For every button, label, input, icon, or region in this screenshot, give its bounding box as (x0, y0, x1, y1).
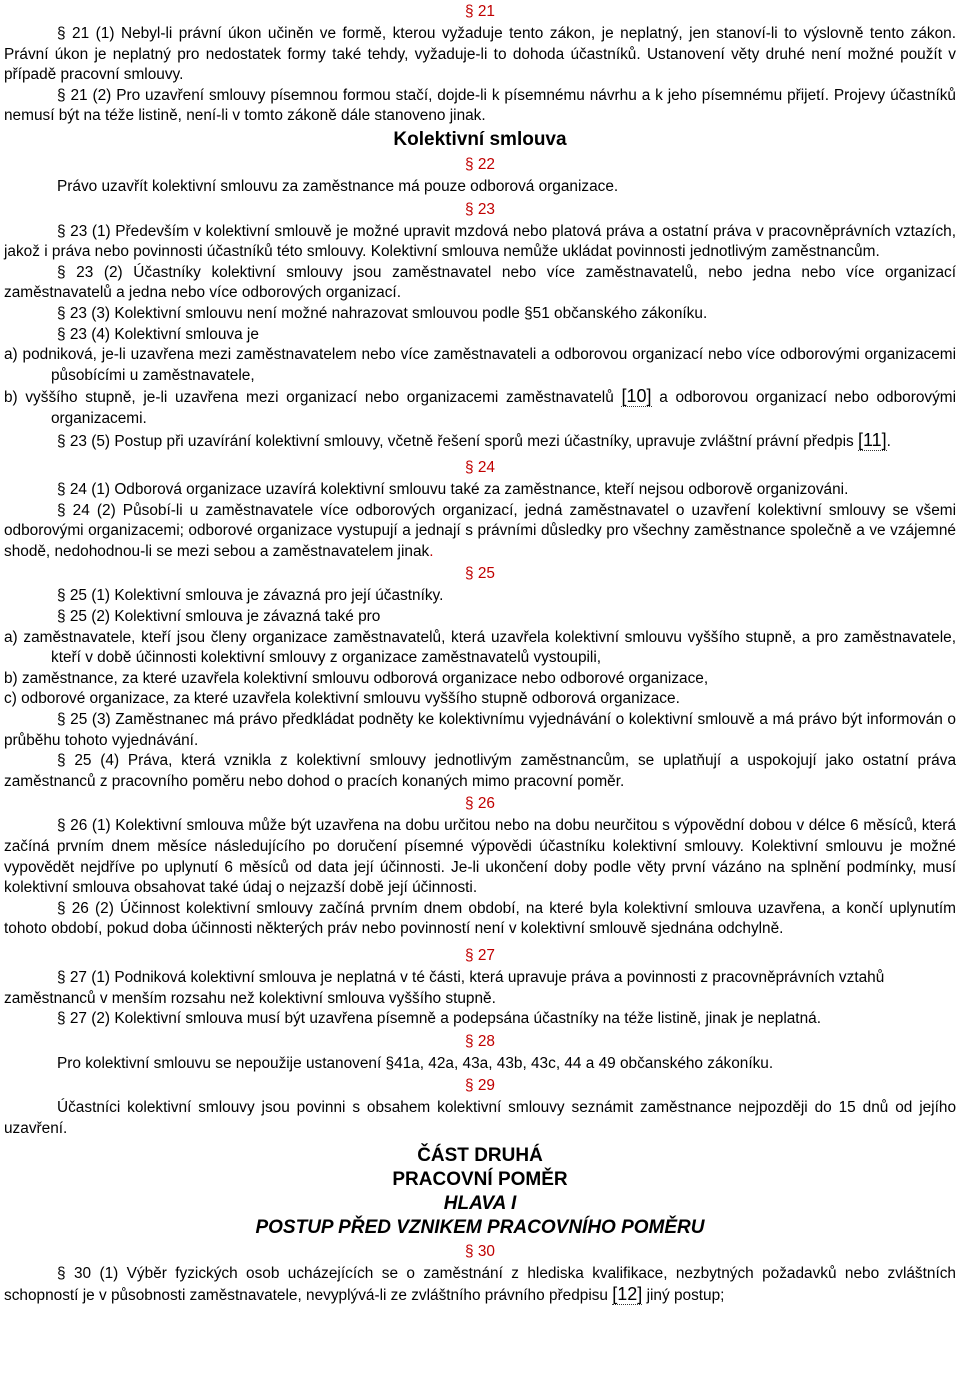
paragraph-text-tail: . (429, 542, 434, 560)
paragraph (4, 710, 956, 751)
paragraph-text-tail: jiný postup; (646, 1287, 725, 1305)
paragraph-text: § 30 (1) Výběr fyzických osob ucházejících se o zaměstnání z hlediska kvalifikace, nezbytných požadavků nebo zvláštních schopností je v působnosti zaměstnavatele, nevyplývá-li ze zvláštního právního předpisu (4, 1264, 956, 1305)
section-number: § 27 (465, 946, 495, 964)
paragraph-text: § 25 (2) Kolektivní smlouva je závazná také pro (57, 608, 381, 626)
paragraph-text: c) odborové organizace, za které uzavřela kolektivní smlouvu vyššího stupně odborová organizace. (4, 690, 680, 708)
list-item (4, 386, 956, 429)
footnote-link[interactable]: [10] (621, 386, 652, 407)
paragraph (4, 1264, 956, 1307)
list-item (4, 669, 956, 690)
paragraph-text: § 23 (3) Kolektivní smlouvu není možné nahrazovat smlouvou podle §51 občanského zákoníku. (57, 304, 708, 322)
list-item (4, 689, 956, 710)
paragraph (4, 751, 956, 792)
section-number: § 25 (465, 565, 495, 583)
paragraph (4, 325, 956, 346)
paragraph-text: § 23 (2) Účastníky kolektivní smlouvy jsou zaměstnavatel nebo více zaměstnavatelů, nebo jedna nebo více organizací zaměstnavatelů a jedna nebo více odborových organizací. (4, 263, 956, 302)
paragraph-text: Právo uzavřít kolektivní smlouvu za zaměstnance má pouze odborová organizace. (57, 177, 619, 195)
paragraph-text: § 27 (2) Kolektivní smlouva musí být uzavřena písemně a podepsána účastníky na téže listině, jinak je neplatná. (57, 1010, 821, 1028)
paragraph (4, 607, 956, 628)
document-page (4, 0, 956, 1307)
chapter-heading: HLAVA I (443, 1192, 517, 1214)
paragraph (4, 480, 956, 501)
section-number: § 29 (465, 1077, 495, 1095)
paragraph (4, 263, 956, 304)
paragraph-text: § 27 (1) Podniková kolektivní smlouva je neplatná v té části, která upravuje práva a povinnosti z pracovněprávních vztahů zaměstnanců v menším rozsahu než kolektivní smlouva vyššího stupně. (4, 968, 885, 1007)
footnote-link[interactable]: [12] (612, 1284, 643, 1305)
section-title: Kolektivní smlouva (393, 128, 567, 150)
section-number: § 28 (465, 1032, 495, 1050)
section-heading (4, 1074, 956, 1098)
section-heading (4, 456, 956, 480)
paragraph (4, 501, 956, 563)
footnote-link[interactable]: [11] (857, 429, 887, 450)
paragraph (4, 86, 956, 127)
section-number: § 23 (465, 200, 495, 218)
paragraph (4, 816, 956, 898)
section-number: § 22 (465, 155, 495, 173)
paragraph (4, 24, 956, 86)
paragraph (4, 430, 956, 453)
paragraph (4, 1098, 956, 1139)
chapter-heading: POSTUP PŘED VZNIKEM PRACOVNÍHO POMĚRU (255, 1216, 705, 1238)
section-heading (4, 562, 956, 586)
paragraph (4, 1009, 956, 1030)
paragraph (4, 1054, 956, 1075)
list-item (4, 345, 956, 386)
paragraph-text: § 26 (1) Kolektivní smlouva může být uzavřena na dobu určitou nebo na dobu neurčitou s výpovědní dobou v délce 6 měsíců, která začíná prvním dnem měsíce následujícího po doručení písemné výpovědi účastníku kolektivní smlouvy. Kolektivní smlouvu je možné vypovědět nejdříve po uplynutí 6 měsíců od data její účinnosti. Je-li ukončení doby podle věty první vázáno na splnění podmínky, musí kolektivní smlouva obsahovat také údaj o nejzazší době její účinnosti. (4, 817, 956, 897)
paragraph-text: § 26 (2) Účinnost kolektivní smlouvy začíná prvním dnem období, na které byla kolektivní smlouva uzavřena, a končí uplynutím tohoto období, pokud doba účinnosti některých práv nebo povinností není v kolektivní smlouvě sjednána odchylně. (4, 899, 956, 938)
paragraph-text: Pro kolektivní smlouvu se nepoužije ustanovení §41a, 42a, 43a, 43b, 43c, 44 a 49 občanského zákoníku. (57, 1054, 774, 1072)
paragraph-text-tail: . (886, 432, 891, 450)
paragraph (4, 304, 956, 325)
part-heading: PRACOVNÍ POMĚR (392, 1168, 568, 1190)
paragraph-text: § 23 (4) Kolektivní smlouva je (57, 325, 259, 343)
section-heading (4, 153, 956, 177)
section-heading (4, 1030, 956, 1054)
section-number: § 24 (465, 459, 495, 477)
paragraph-text-tail: a odborovou organizací nebo odborovými organizacemi. (51, 389, 957, 427)
paragraph-text: § 23 (1) Především v kolektivní smlouvě je možné upravit mzdová nebo platová práva a ostatní práva v pracovněprávních vztazích, jakož i práva nebo povinnosti účastníků této smlouvy. Kolektivní smlouva nemůže ukládat povinnosti jednotlivým zaměstnancům. (4, 222, 956, 261)
paragraph (4, 177, 956, 198)
paragraph-text: a) podniková, je-li uzavřena mezi zaměstnavatelem nebo více zaměstnavateli a odborovou organizací nebo více odborovými organizacemi působícími u zaměstnavatele, (4, 346, 956, 384)
section-number: § 30 (465, 1242, 495, 1260)
paragraph-text: § 21 (1) Nebyl-li právní úkon učiněn ve formě, kterou vyžaduje tento zákon, je neplatný, jen stanoví-li to výslovně tento zákon. Právní úkon je neplatný pro nedostatek formy také tehdy, vyžaduje-li to dohoda účastníků. Ustanovení věty druhé není možné použít v případě pracovní smlouvy. (4, 25, 956, 84)
paragraph (4, 586, 956, 607)
paragraph-text: § 25 (3) Zaměstnanec má právo předkládat podněty ke kolektivnímu vyjednávání o kolektivní smlouvě a má právo být informován o průběhu tohoto vyjednávání. (4, 711, 956, 749)
list-item (4, 628, 956, 669)
section-heading (4, 944, 956, 968)
paragraph-text: § 24 (2) Působí-li u zaměstnavatele více odborových organizací, jedná zaměstnavatel o uzavření kolektivní smlouvy se všemi odborovými organizacemi; odborové organizace vystupují a jednají s právními důsledky pro všechny zaměstnance společně a ve vzájemné shodě, nedohodnou-li se mezi sebou a zaměstnavatelem jinak (4, 501, 956, 560)
paragraph (4, 222, 956, 263)
paragraph-text: § 21 (2) Pro uzavření smlouvy písemnou formou stačí, dojde-li k písemnému návrhu a k jeho písemnému přijetí. Projevy účastníků nemusí být na téže listině, není-li v tomto zákoně dále stanoveno jinak. (4, 86, 956, 125)
paragraph-text: a) zaměstnavatele, kteří jsou členy organizace zaměstnavatelů, která uzavřela kolektivní smlouvu vyššího stupně, a pro zaměstnavatele, kteří v době účinnosti kolektivní smlouvy z organizace zaměstnavatelů vystoupili, (4, 628, 956, 667)
section-heading (4, 1240, 956, 1264)
section-number: § 26 (465, 795, 495, 813)
paragraph-text: § 24 (1) Odborová organizace uzavírá kolektivní smlouvu také za zaměstnance, kteří nejsou odborově organizováni. (57, 481, 849, 499)
section-heading (4, 792, 956, 816)
paragraph-text: b) zaměstnance, za které uzavřela kolektivní smlouvu odborová organizace nebo odborové organizace, (4, 669, 709, 687)
paragraph-text: § 23 (5) Postup při uzavírání kolektivní smlouvy, včetně řešení sporů mezi účastníky, upravuje zvláštní právní předpis (57, 432, 854, 450)
section-number: § 21 (465, 3, 495, 20)
paragraph (4, 968, 956, 1009)
part-heading: ČÁST DRUHÁ (417, 1144, 543, 1166)
paragraph-text: § 25 (4) Práva, která vznikla z kolektivní smlouvy jednotlivým zaměstnancům, se uplatňují a uspokojují jako ostatní práva zaměstnanců z pracovního poměru nebo dohod o pracích konaných mimo pracovní poměr. (4, 752, 956, 790)
section-heading (4, 198, 956, 222)
paragraph (4, 899, 956, 940)
paragraph-text: b) vyššího stupně, je-li uzavřena mezi organizací nebo organizacemi zaměstnavatelů (4, 389, 614, 407)
section-heading (4, 0, 956, 24)
paragraph-text: Účastníci kolektivní smlouvy jsou povinni s obsahem kolektivní smlouvy seznámit zaměstnance nejpozději do 15 dnů od jejího uzavření. (4, 1099, 956, 1137)
paragraph-text: § 25 (1) Kolektivní smlouva je závazná pro její účastníky. (57, 587, 444, 605)
